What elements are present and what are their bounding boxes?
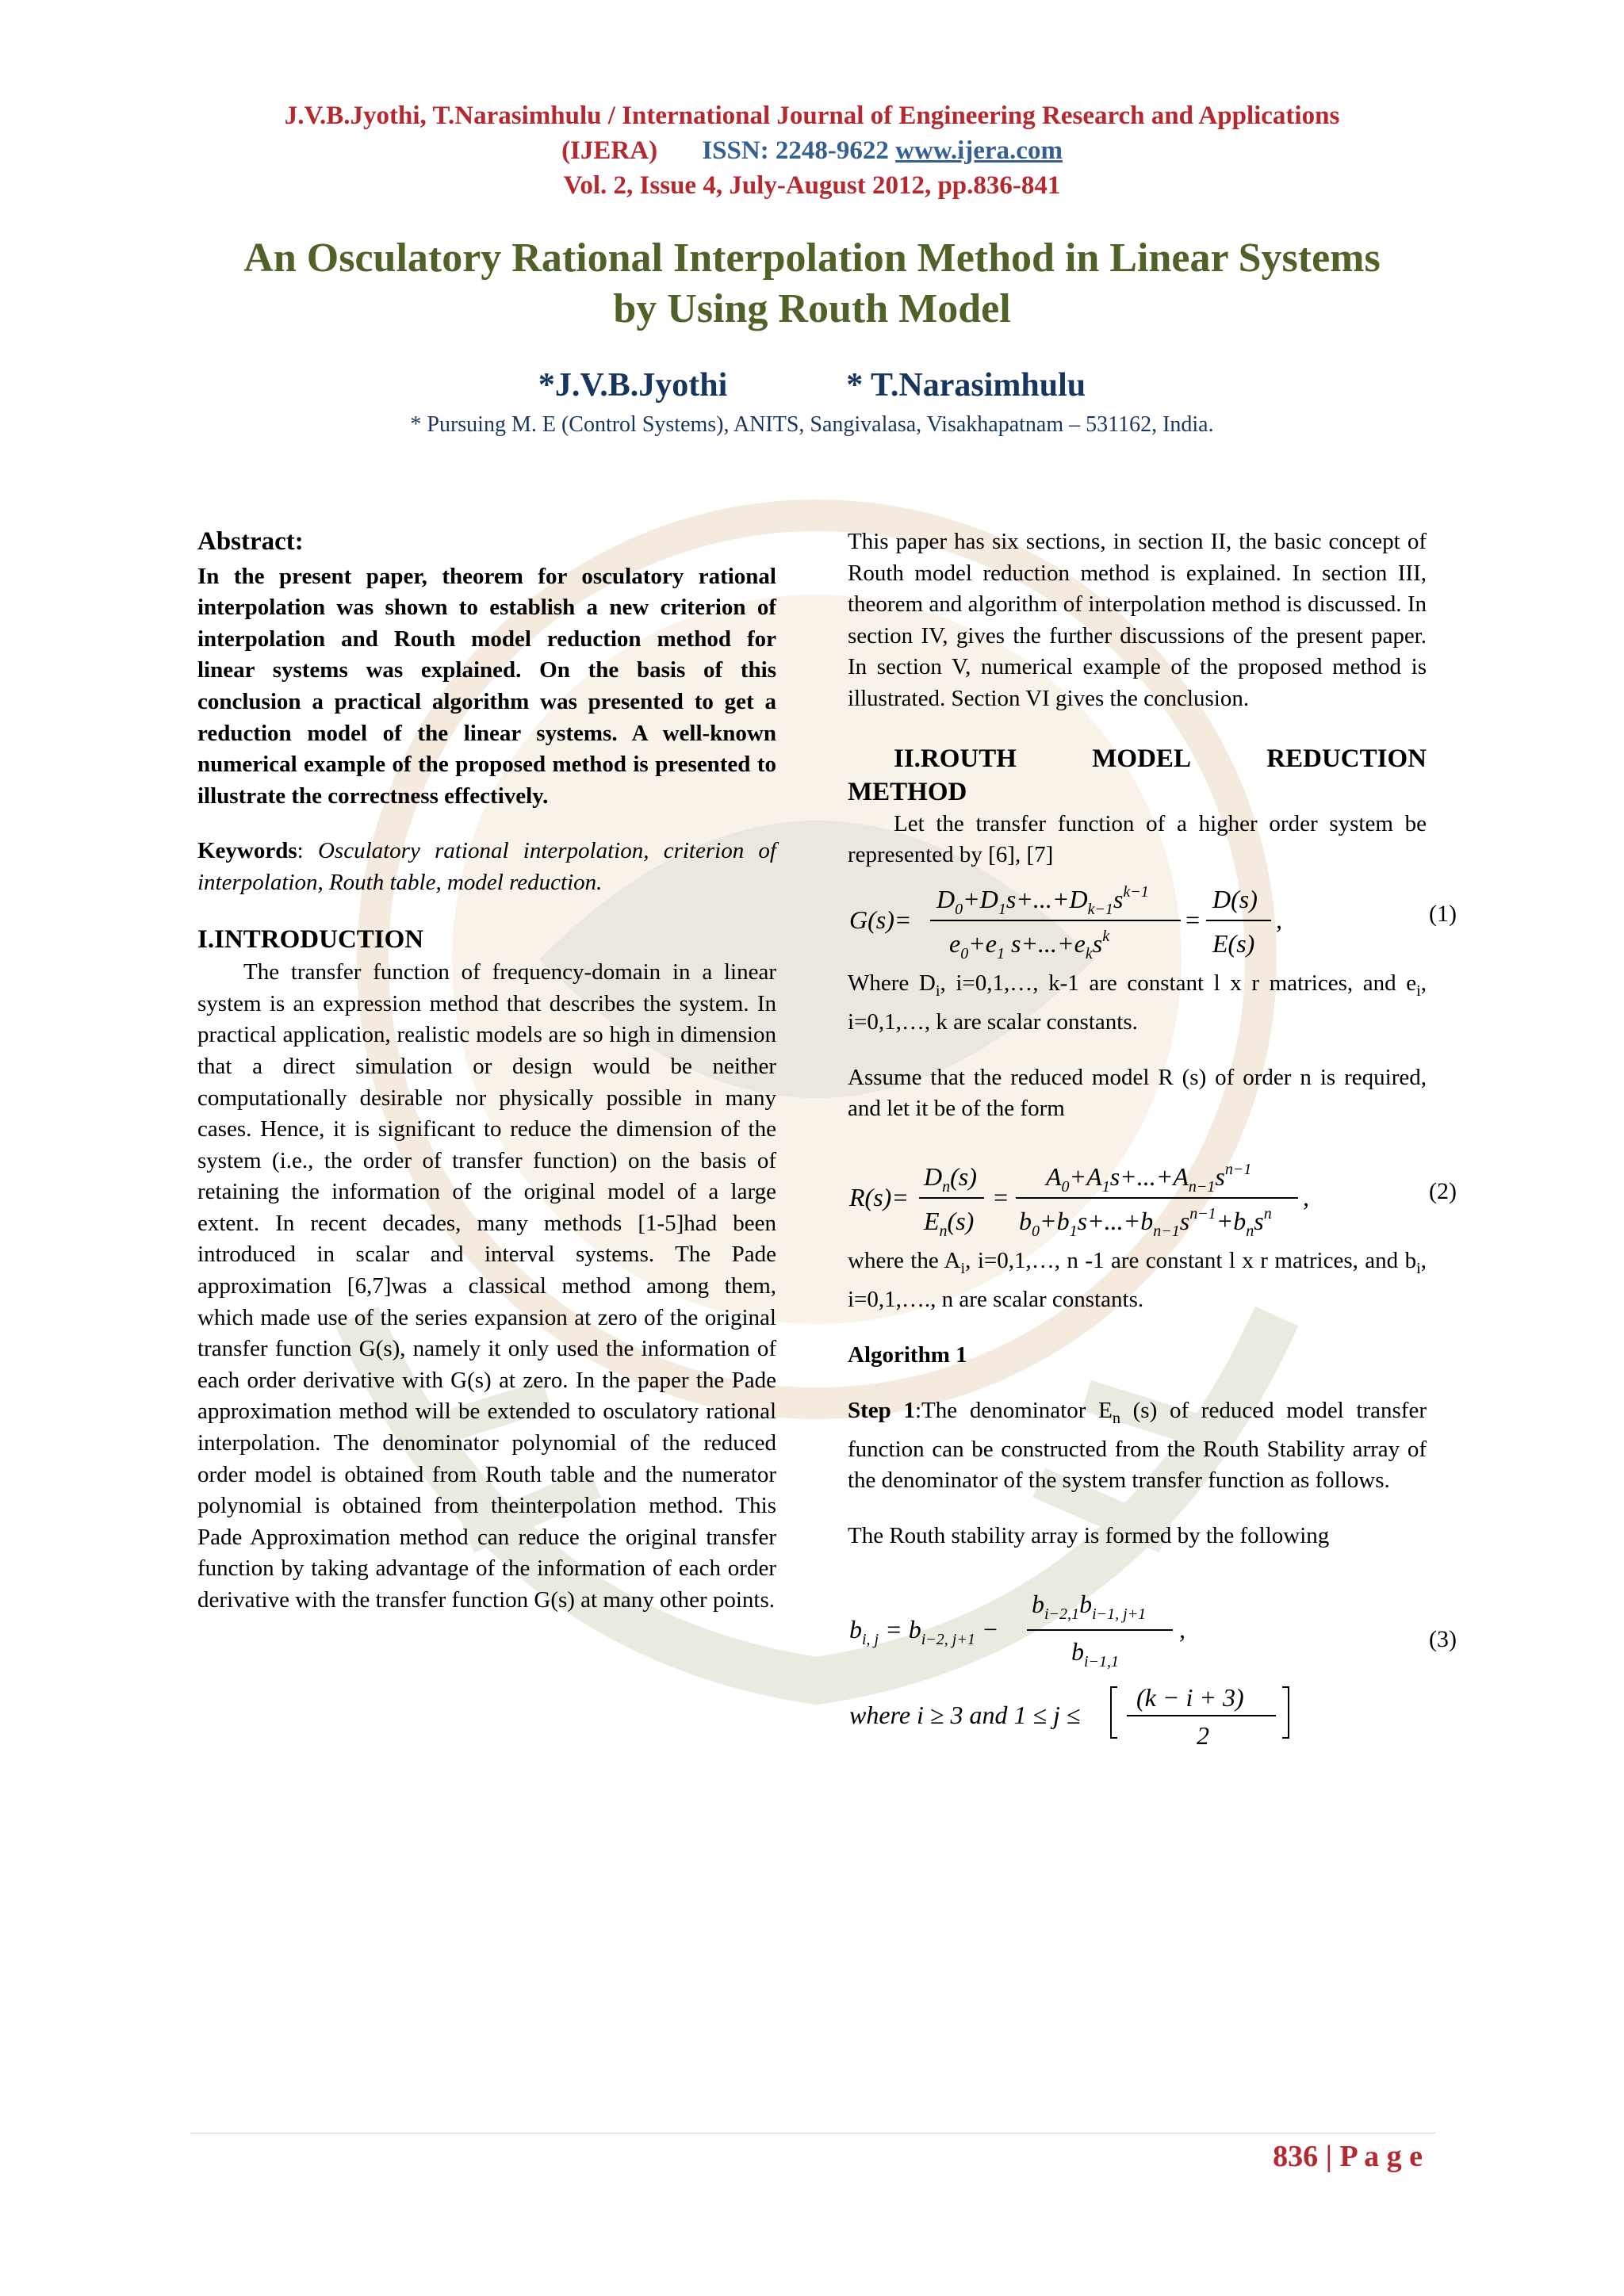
svg-text:Dn(s): $D_n(s)$ (924, 1161, 977, 1196)
abstract-heading: Abstract: (197, 527, 304, 556)
author-1: *J.V.B.Jyothi (538, 367, 728, 404)
header-issn: ISSN: 2248-9622 (702, 136, 889, 165)
svg-text:G(s)=: G(s)= (849, 905, 912, 934)
title-line-2: by Using Routh Model (613, 286, 1011, 331)
page-number: 836 | P a g e (1273, 2140, 1423, 2173)
keywords: Keywords: Osculatory rational interpolation, criterion of interpolation, Routh table, model reduction. (197, 838, 776, 895)
journal-url-link[interactable]: www.ijera.com (895, 136, 1063, 165)
equation-3-number: (3) (1429, 1625, 1457, 1652)
step-1: Step 1:The denominator $E_n$ (s) of reduced model transfer function can be constructed from the Routh Stability array of the denominator of the system transfer function as follows. (848, 1397, 1427, 1494)
header-ijera: (IJERA) (561, 136, 658, 165)
equation-2 (848, 1154, 1457, 1241)
svg-text:,: , (1303, 1182, 1309, 1211)
section-2-heading: II.ROUTH MODEL REDUCTION METHOD (848, 744, 1427, 806)
svg-text:,: , (1179, 1614, 1185, 1644)
svg-text:E(s): E(s) (1212, 928, 1255, 958)
equation-3 (848, 1568, 1457, 1751)
svg-text:bi−1,1: $b_{i-1,1}$ (1071, 1636, 1120, 1670)
routh-array-intro: The Routh stability array is formed by the following (848, 1523, 1330, 1549)
svg-text:b0+b1s+...+bn−1sn−1+bnsn: $b_0+b_1s+...+b_{n-1}s^{n-1}+b_ns^n$ (1019, 1204, 1272, 1240)
paper-title (119, 233, 1505, 335)
equation-2-number: (2) (1429, 1177, 1457, 1204)
algorithm-1-heading: Algorithm 1 (848, 1341, 967, 1368)
author-2: * T.Narasimhulu (846, 367, 1086, 404)
intro-heading: I.INTRODUCTION (197, 924, 424, 954)
svg-text:bi, j = bi−2, j+1 −: $b_{i, j} = b_{i-2, j+1}$ − (849, 1614, 999, 1648)
right-column (848, 526, 1457, 1755)
svg-text:=: = (992, 1182, 1009, 1211)
header-line-3: Vol. 2, Issue 4, July-August 2012, pp.836-841 (563, 171, 1061, 200)
intro-body: The transfer function of frequency-domain in a linear system is an expression method that describes the system. In practical application, realistic models are so high in dimension that a direct simulation or design would be neither computationally desirable nor physically possible in many cases. Hence, it is significant to reduce the dimension of the system (i.e., the order of transfer function) on the basis of retaining the information of the original model of a large extent. In recent decades, many methods [1-5]had been introduced in scalar and interval systems. The Pade approximation [6,7]was a classical method among them, which made use of the series expansion at zero of the original transfer function G(s), namely it only used the information of each order derivative with G(s) at zero. In the paper the Pade approximation method will be extended to osculatory rational interpolation. The denominator polynomial of the reduced order model is obtained from Routh table and the numerator polynomial is obtained from theinterpolation method. This Pade Approximation method can reduce the original transfer function by taking advantage of the information of each order derivative with the transfer function G(s) at many other points. (197, 959, 776, 1613)
svg-text:2: 2 (1197, 1720, 1209, 1750)
svg-text:A0+A1s+...+An−1sn−1: $A_0+A_1s+...+A_{n-1}s^{n-1}$ (1046, 1160, 1252, 1196)
svg-text:bi−2,1bi−1, j+1: $b_{i-2,1}b_{i-1, j+1}$ (1032, 1589, 1147, 1623)
affiliation: * Pursuing M. E (Control Systems), ANITS, Sangivalasa, Visakhapatnam – 531162, India. (410, 412, 1214, 437)
equation-1 (848, 876, 1457, 963)
svg-text:e0+e1 s+...+eksk: $e_0+e_1$ $s+...+e_ks^k$ (949, 927, 1110, 962)
sections-overview: This paper has six sections, in section II, the basic concept of Routh model reduction method is explained. In section III, theorem and algorithm of interpolation method is discussed. In section IV, gives the further discussions of the present paper. In section V, numerical example of the proposed method is illustrated. Section VI gives the conclusion. (848, 529, 1427, 711)
svg-text:=: = (1184, 905, 1201, 934)
header-line-1: J.V.B.Jyothi, T.Narasimhulu / International Journal of Engineering Research and Applications (284, 101, 1340, 130)
svg-text:D(s): D(s) (1212, 884, 1258, 913)
svg-text:,: , (1276, 905, 1282, 934)
keywords-text: Osculatory rational interpolation, criterion of interpolation, Routh table, model reduction. (197, 838, 776, 895)
a-b-definitions: where the $A_i$, i=0,1,…, n -1 are constant l x r matrices, and $b_i$, i=0,1,…., n are scalar constants. (848, 1247, 1427, 1313)
header-line-2 (0, 133, 1624, 168)
reduced-model-intro: Assume that the reduced model R (s) of order n is required, and let it be of the form (848, 1064, 1427, 1122)
svg-text:R(s)=: R(s)= (849, 1182, 909, 1211)
svg-text:En(s): $E_n(s)$ (924, 1206, 975, 1240)
svg-text:where i ≥ 3 and 1 ≤ j ≤: where i ≥ 3 and 1 ≤ j ≤ (849, 1700, 1081, 1729)
journal-header (0, 98, 1624, 203)
equation-1-number: (1) (1429, 900, 1457, 927)
author-list (0, 366, 1624, 404)
d-e-definitions: Where $D_i$, i=0,1,…, k-1 are constant l x r matrices, and $e_i$, i=0,1,…, k are scalar constants. (848, 970, 1427, 1035)
title-line-1: An Osculatory Rational Interpolation Method in Linear Systems (243, 235, 1381, 281)
left-column (197, 526, 776, 1617)
keywords-label: Keywords (197, 838, 297, 864)
abstract-body: In the present paper, theorem for osculatory rational interpolation was shown to establish a new criterion of interpolation and Routh model reduction method for linear systems was explained. On the basis of this conclusion a practical algorithm was presented to get a reduction model of the linear systems. A well-known numerical example of the proposed method is presented to illustrate the correctness effectively. (197, 563, 776, 809)
transfer-function-intro: Let the transfer function of a higher order system be represented by [6], [7] (848, 810, 1427, 868)
svg-text:D0+D1s+...+Dk−1sk−1: $D_0+D_1s+...+D_{k-1}s^{k-1}$ (936, 882, 1149, 918)
svg-text:(k − i + 3): (k − i + 3) (1136, 1682, 1244, 1712)
